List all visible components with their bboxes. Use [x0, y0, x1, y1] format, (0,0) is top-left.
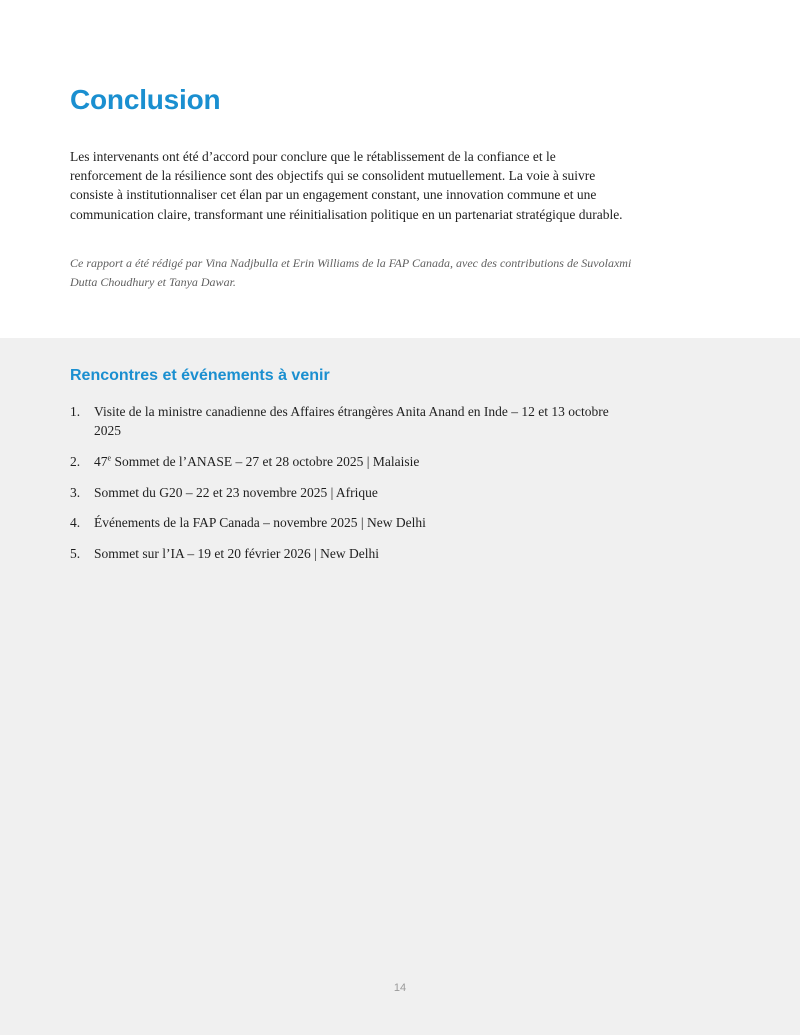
events-list — [70, 402, 630, 575]
list-item-text: Visite de la ministre canadienne des Affaires étrangères Anita Anand en Inde – 12 et 13 octobre 2025 — [94, 404, 609, 439]
list-item — [70, 452, 630, 471]
list-item-text: Sommet sur l’IA – 19 et 20 février 2026 | New Delhi — [94, 546, 380, 562]
list-item-text: Événements de la FAP Canada – novembre 2025 | New Delhi — [94, 515, 426, 531]
list-item-number: 1. — [70, 404, 81, 419]
list-item — [70, 544, 630, 563]
conclusion-section — [0, 0, 800, 338]
events-heading: Rencontres et événements à venir — [70, 367, 330, 384]
conclusion-title: Conclusion — [70, 84, 221, 115]
ordinal-number: 47 — [94, 453, 108, 469]
report-byline: Ce rapport a été rédigé par Vina Nadjbulla et Erin Williams de la FAP Canada, avec des contributions de Suvolaxmi Dutta Choudhury et Tanya Dawar. — [70, 256, 632, 289]
list-item-number: 5. — [70, 546, 81, 562]
list-item-number: 2. — [70, 453, 81, 469]
conclusion-paragraph: Les intervenants ont été d’accord pour conclure que le rétablissement de la confiance et le renforcement de la résilience sont des objectifs qui se consolident mutuellement. La voie à suivre consiste à institutionnaliser cet élan par un engagement constant, une innovation commune et une communication claire, transformant une réinitialisation politique en un partenariat stratégique durable. — [70, 149, 623, 222]
list-item — [70, 402, 630, 440]
list-item-number: 4. — [70, 515, 81, 531]
list-item-number: 3. — [70, 484, 81, 500]
list-item-text — [94, 452, 630, 471]
ordinal-suffix: e — [107, 453, 112, 463]
list-item — [70, 483, 630, 502]
list-item — [70, 513, 630, 532]
page-number: 14 — [393, 982, 407, 994]
list-item-text: Sommet du G20 – 22 et 23 novembre 2025 | Afrique — [94, 484, 378, 500]
list-item-text-rest: Sommet de l’ANASE – 27 et 28 octobre 2025 | Malaisie — [111, 453, 420, 469]
